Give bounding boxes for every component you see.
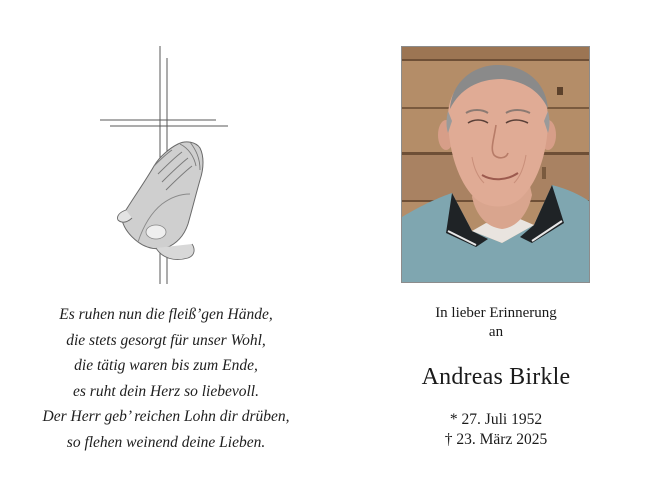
poem-line: so flehen weinend deine Lieben. <box>66 433 266 451</box>
poem-block <box>14 302 318 456</box>
birth-date: * 27. Juli 1952 <box>449 411 543 428</box>
portrait-photo <box>401 46 590 283</box>
poem-line: die tätig waren bis zum Ende, <box>74 357 258 375</box>
life-dates <box>396 410 596 450</box>
death-date: † 23. März 2025 <box>444 431 548 448</box>
cross-with-praying-hands-image <box>96 44 236 286</box>
memorial-intro-sub: an <box>488 324 504 340</box>
poem-line: Es ruhen nun die fleiß’gen Hände, <box>59 306 273 323</box>
poem-line: Der Herr geb’ reichen Lohn dir drüben, <box>42 408 290 426</box>
memorial-block <box>396 304 596 450</box>
memorial-intro: In lieber Erinnerung <box>435 305 557 321</box>
deceased-name: Andreas Birkle <box>421 364 571 390</box>
poem-line: die stets gesorgt für unser Wohl, <box>66 331 266 349</box>
poem-line: es ruht dein Herz so liebevoll. <box>73 382 259 400</box>
